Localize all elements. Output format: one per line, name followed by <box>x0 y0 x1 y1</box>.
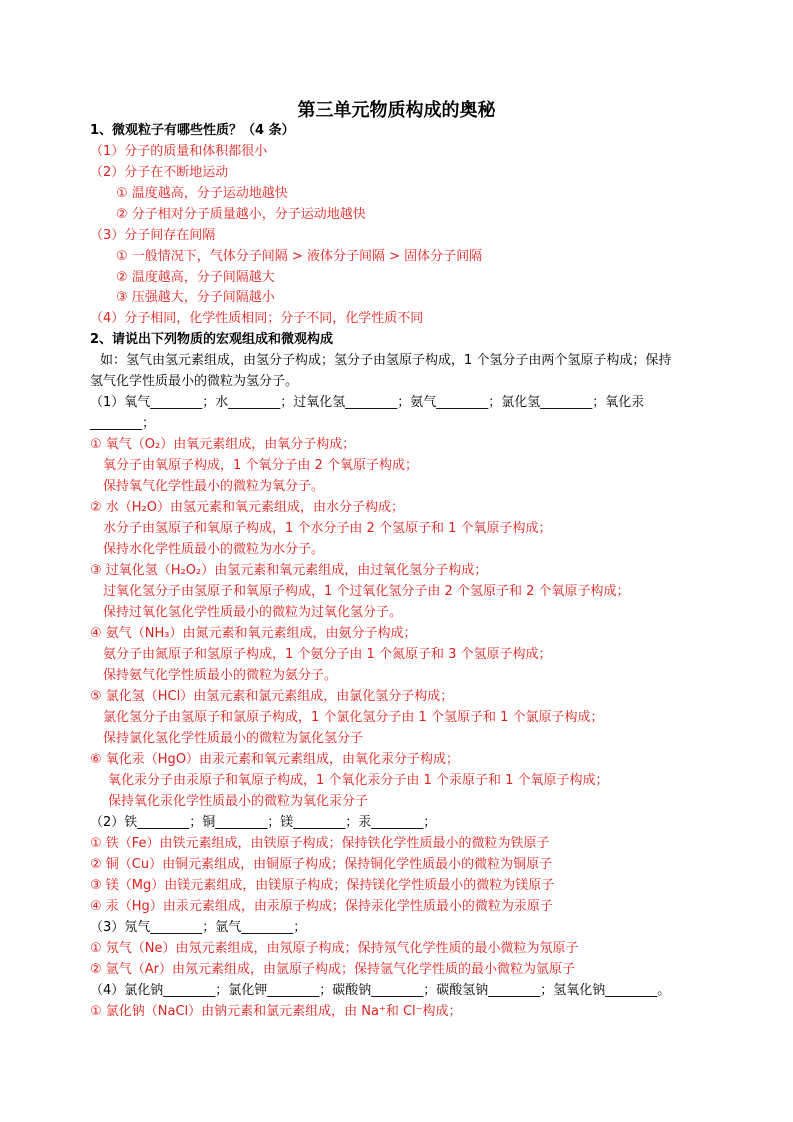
text-line: 如：氢气由氢元素组成，由氢分子构成；氢分子由氢原子构成，1 个氢分子由两个氢原子构成；保持 <box>100 353 672 368</box>
text-line: 水分子由氢原子和氧原子构成，1 个水分子由 2 个氢原子和 1 个氧原子构成； <box>103 521 552 536</box>
text-line: ① 一般情况下，气体分子间隔 > 液体分子间隔 > 固体分子间隔 <box>116 249 483 264</box>
text-line: 氨分子由氮原子和氢原子构成，1 个氨分子由 1 个氮原子和 3 个氢原子构成； <box>103 647 552 662</box>
text-line: 保持水化学性质最小的微粒为水分子。 <box>103 542 325 557</box>
text-line: ________； <box>90 416 156 431</box>
page-title: 第三单元物质构成的奥秘 <box>297 100 496 121</box>
text-line: 氧分子由氧原子构成，1 个氧分子由 2 个氧原子构成； <box>103 458 418 473</box>
text-line: ⑤ 氯化氢（HCl）由氢元素和氯元素组成，由氯化氢分子构成； <box>90 689 454 704</box>
text-line: 保持氯化氢化学性质最小的微粒为氯化氢分子 <box>103 731 364 746</box>
text-line: （2）分子在不断地运动 <box>90 165 229 180</box>
text-line: ④ 氨气（NH₃）由氮元素和氧元素组成，由氨分子构成； <box>90 626 417 641</box>
text-line: ⑥ 氧化汞（HgO）由汞元素和氧元素组成，由氧化汞分子构成； <box>90 752 460 767</box>
text-line: （1）氧气________；水________；过氧化氢________；氨气________；氯化氢________；氧化汞 <box>90 395 645 410</box>
text-line: ③ 压强越大，分子间隔越小 <box>116 290 275 305</box>
text-line: （3）氖气________；氩气________； <box>90 920 307 935</box>
text-line: ① 铁（Fe）由铁元素组成，由铁原子构成；保持铁化学性质最小的微粒为铁原子 <box>90 836 550 851</box>
text-line: 保持氧气化学性最小的微粒为氧分子。 <box>103 479 325 494</box>
text-line: ① 氖气（Ne）由氖元素组成，由氖原子构成；保持氖气化学性质的最小微粒为氖原子 <box>90 941 579 956</box>
text-line: 氧化汞分子由汞原子和氧原子构成，1 个氧化汞分子由 1 个汞原子和 1 个氧原子构成； <box>108 773 609 788</box>
text-line: 保持氨气化学性质最小的微粒为氨分子。 <box>103 668 338 683</box>
text-line: 保持过氧化氢化学性质最小的微粒为过氧化氢分子。 <box>103 605 403 620</box>
text-line: ② 铜（Cu）由铜元素组成，由铜原子构成；保持铜化学性质最小的微粒为铜原子 <box>90 857 553 872</box>
text-line: 过氧化氢分子由氢原子和氧原子构成，1 个过氧化氢分子由 2 个氢原子和 2 个氧原子构成； <box>103 584 630 599</box>
text-line: 保持氧化汞化学性质最小的微粒为氧化汞分子 <box>108 794 369 809</box>
text-line: ② 水（H₂O）由氢元素和氧元素组成，由水分子构成； <box>90 500 405 515</box>
text-line: ③ 镁（Mg）由镁元素组成，由镁原子构成；保持镁化学性质最小的微粒为镁原子 <box>90 878 555 893</box>
text-line: ① 温度越高，分子运动地越快 <box>116 186 288 201</box>
text-line: （4）氯化钠________；氯化钾________；碳酸钠________；碳酸氢钠________；氢氧化钠________。 <box>90 983 671 998</box>
text-line: （4）分子相同，化学性质相同；分子不同，化学性质不同 <box>90 311 424 326</box>
text-line: ① 氧气（O₂）由氧元素组成，由氧分子构成； <box>90 437 356 452</box>
text-line: ③ 过氧化氢（H₂O₂）由氢元素和氧元素组成，由过氧化氢分子构成； <box>90 563 488 578</box>
text-line: ④ 汞（Hg）由汞元素组成，由汞原子构成；保持汞化学性质最小的微粒为汞原子 <box>90 899 553 914</box>
text-line: 1、微观粒子有哪些性质？（4 条） <box>90 123 295 138</box>
text-line: （3）分子间存在间隔 <box>90 228 216 243</box>
text-line: （1）分子的质量和体积都很小 <box>90 144 268 159</box>
text-line: ① 氯化钠（NaCl）由钠元素和氯元素组成，由 Na⁺和 Cl⁻构成； <box>90 1004 462 1019</box>
text-line: ② 分子相对分子质量越小，分子运动地越快 <box>116 207 366 222</box>
text-line: （2）铁________；铜________；镁________；汞________； <box>90 815 437 830</box>
text-line: ② 温度越高，分子间隔越大 <box>116 270 275 285</box>
text-line: 氢气化学性质最小的微粒为氢分子。 <box>90 374 299 389</box>
text-line: ② 氩气（Ar）由氖元素组成，由氩原子构成；保持氩气化学性质的最小微粒为氩原子 <box>90 962 576 977</box>
text-line: 氯化氢分子由氢原子和氯原子构成，1 个氯化氢分子由 1 个氢原子和 1 个氯原子构成； <box>103 710 604 725</box>
text-line: 2、请说出下列物质的宏观组成和微观构成 <box>90 332 334 347</box>
